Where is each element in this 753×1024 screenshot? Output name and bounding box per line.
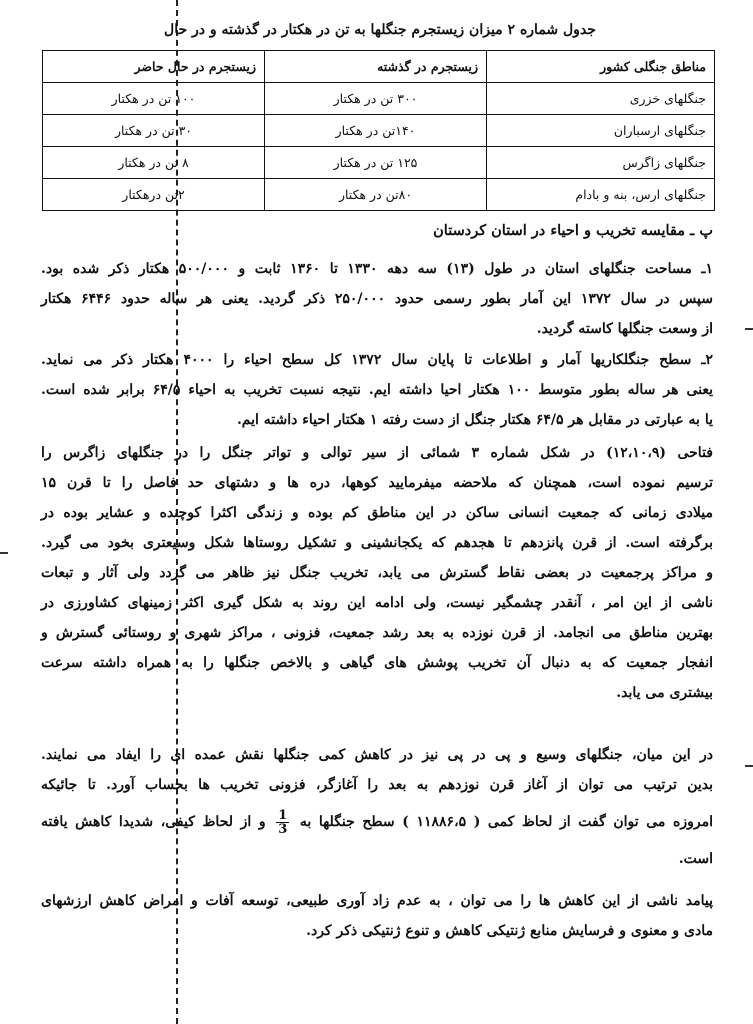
formula-text-before: امروزه می توان گفت از لحاظ کمی ( ۱۱۸۸۶،۵ ) سطح جنگلها به [299,814,713,830]
text-line: ناشی از این امر ، آنقدر چشمگیر نیست، ولی ادامه این روند به شکل گیری اکثر زمینهای کشاورزی در [41,595,713,611]
formula-text-after: و از لحاظ کیفی، شدیدا کاهش یافته [41,814,266,830]
text-line: بیشتری می یابد. [616,685,713,701]
cell-region: جنگلهای زاگرس [487,147,715,179]
cell-present: ۱۰۰ تن در هکتار [43,83,265,115]
text-line: بهترین مناطق می انجامد. از قرن نوزده به بعد رشد جمعیت، فزونی ، مراکز شهری و روستائی گسترش و [41,625,713,641]
table-row [43,83,715,115]
margin-mark [745,765,753,767]
text-line: میلادی زمانی که جمعیت انسانی ساکن در این مناطق کم بوده و زندگی اکثرا کوچنده و عشایر بوده در [41,505,713,521]
cell-region: جنگلهای خزری [487,83,715,115]
text-line: یا به عبارتی در مقابل هر ۶۴/۵ هکتار جنگل از دست رفته ۱ هکتار احیاء داشته ایم. [236,412,713,428]
column-header-present: زیستجرم در حال حاضر [43,51,265,83]
paragraph-area-change [41,254,713,344]
formula-line [41,800,713,844]
paragraph-consequences [41,886,713,946]
column-header-past: زیستجرم در گذشته [265,51,487,83]
cell-present: ۸ تن در هکتار [43,147,265,179]
biomass-table [42,50,715,211]
text-line: انفجار جمعیت که به دنبال آن تخریب پوشش های گیاهی و بالاخص جنگلها را به همراه داشته سرعت [41,655,713,671]
cell-region: جنگلهای ارس، بنه و بادام [487,179,715,211]
section-title: پ ـ مقایسه تخریب و احیاء در استان کردستان [433,222,713,239]
cell-present: ۲تن درهکتار [43,179,265,211]
text-line: است. [678,851,713,867]
text-line: ۲ـ سطح جنگلکاریها آمار و اطلاعات تا پایان سال ۱۳۷۲ کل سطح احیاء را ۴۰۰۰ هکتار ذکر می نماید. [41,352,713,368]
table-row [43,179,715,211]
text-line: بدین ترتیب می توان از آغاز قرن نوزدهم به بعد را آغازگر، فزونی تخریب ها بحساب آورد. تا جائیکه [41,777,713,793]
paragraph-quantitative-decline [41,740,713,874]
text-line: ترسیم نموده است، همچنان که ملاحضه میفرمایید کوهها، دره ها و دشتهای حد فاصل را تا قرن ۱۵ [41,475,713,491]
paragraph-afforestation [41,345,713,435]
cell-past: ۸۰تن در هکتار [265,179,487,211]
text-line: مادی و معنوی و فرسایش منابع ژنتیکی کاهش و تنوع ژنتیکی ذکر کرد. [306,923,713,939]
cell-present: ۳۰ تن در هکتار [43,115,265,147]
text-line: سپس در سال ۱۳۷۲ این آمار بطور رسمی حدود ۲۵۰/۰۰۰ ذکر گردید. یعنی هر ساله حدود ۶۴۴۶ هکتار [41,291,713,307]
text-line: در این میان، جنگلهای وسیع و پی در پی نیز در کاهش کمی جنگلها نقش عمده ای را ایفاد می نمایند. [41,747,713,763]
text-line: از وسعت جنگلها کاسته گردید. [536,321,713,337]
cell-past: ۱۴۰تن در هکتار [265,115,487,147]
text-line: برگرفته است. از قرن پانزدهم تا هجدهم که یکجانشینی و تشکیل روستاها شکل وسیعتری بخود می گیرد. [41,535,713,551]
fraction-one-third [276,809,289,836]
table-row [43,147,715,179]
text-line: فتاحی (۱۲،۱۰،۹) در شکل شماره ۳ شمائی از سیر توالی و تواتر جنگل را در جنگلهای زاگرس را [41,445,713,461]
column-header-region: مناطق جنگلی کشور [487,51,715,83]
paragraph-zagros-history [41,438,713,708]
table-title: جدول شماره ۲ میزان زیستجرم جنگلها به تن در هکتار در گذشته و در حال [164,22,596,38]
cell-past: ۳۰۰ تن در هکتار [265,83,487,115]
text-line: یعنی هر ساله بطور متوسط ۱۰۰ هکتار احیا داشته ایم. نتیجه نسبت تخریب به احیاء ۶۴/۵ برابر شده است. [41,382,713,398]
margin-mark [0,552,8,554]
text-line: ۱ـ مساحت جنگلهای استان در طول (۱۳) سه دهه ۱۳۳۰ تا ۱۳۶۰ ثابت و ۵۰۰/۰۰۰ هکتار ذکر شده بود. [41,261,713,277]
cell-region: جنگلهای ارسباران [487,115,715,147]
margin-mark [745,328,753,330]
fraction-numerator: 1 [278,807,288,823]
text-line: پیامد ناشی از این کاهش ها را می توان ، به عدم زاد آوری طبیعی، توسعه آفات و امراض کاهش ارزشهای [41,893,713,909]
fraction-denominator: 3 [278,821,288,837]
cell-past: ۱۲۵ تن در هکتار [265,147,487,179]
table-header-row [43,51,715,83]
text-line: و مراکز پرجمعیت در بعضی نقاط گسترش می یابد، تخریب جنگل نیز ظاهر می گردد ولی آثار و تبعات [41,565,714,581]
table-row [43,115,715,147]
